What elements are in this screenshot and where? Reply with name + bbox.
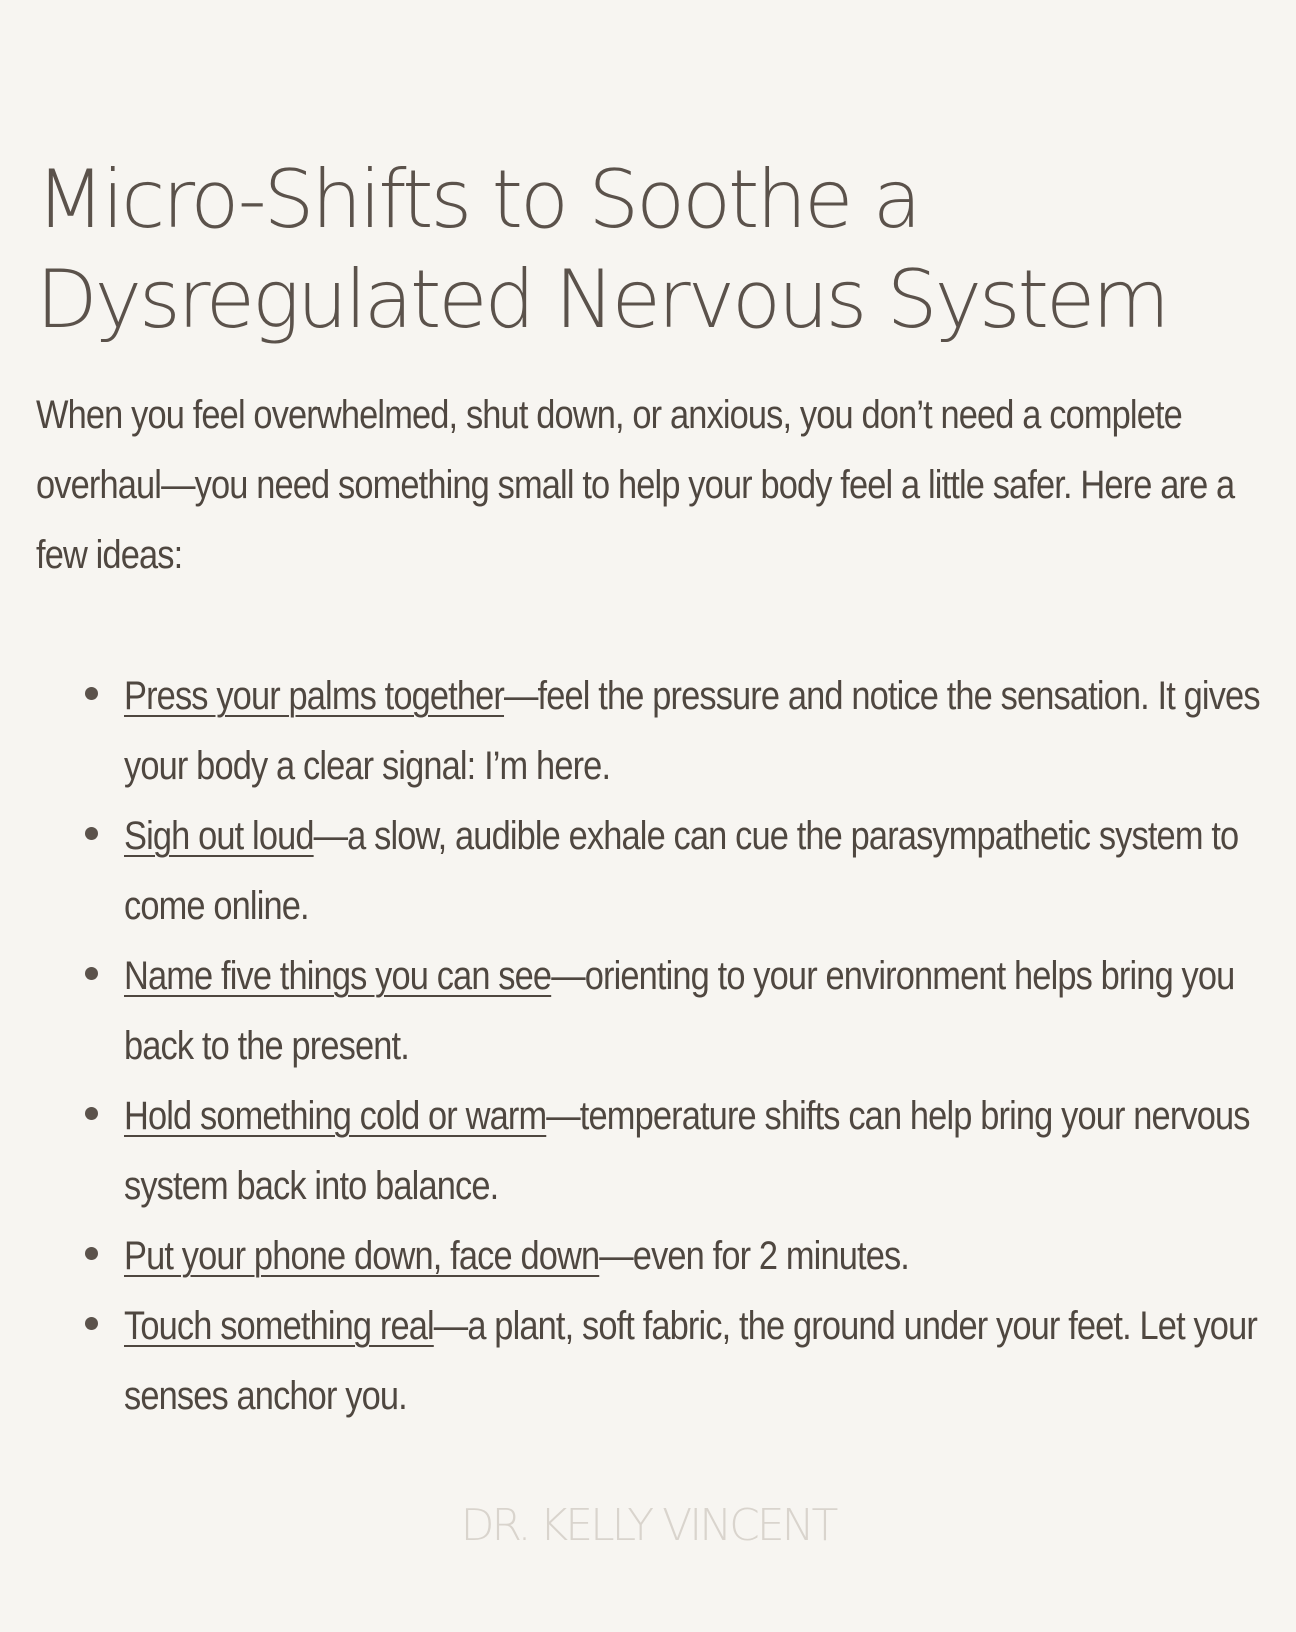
author-signature: DR. KELLY VINCENT	[460, 1500, 836, 1551]
tip-text	[124, 1291, 1296, 1431]
tip-lead: Touch something real	[124, 1304, 434, 1348]
tips-list	[0, 661, 1296, 1431]
tip-lead: Put your phone down, face down	[124, 1234, 600, 1278]
tip-text	[124, 1081, 1296, 1221]
tip-lead: Press your palms together	[124, 674, 505, 718]
bullet-dot-icon	[85, 1107, 98, 1120]
tip-rest: —orienting to your environment helps bring you back to the present.	[124, 954, 1235, 1068]
tip-text	[124, 661, 1296, 801]
tip-text	[124, 1221, 1296, 1291]
tip-rest: —feel the pressure and notice the sensation. It gives your body a clear signal: I’m here.	[124, 674, 1260, 788]
bullet-dot-icon	[85, 687, 98, 700]
tip-lead: Sigh out loud	[124, 814, 314, 858]
tip-rest: —a plant, soft fabric, the ground under your feet. Let your senses anchor you.	[124, 1304, 1257, 1418]
intro-paragraph: When you feel overwhelmed, shut down, or anxious, you don’t need a complete overhaul—you need something small to help your body feel a little safer. Here are a few ideas:	[36, 393, 1235, 577]
tip-text	[124, 801, 1296, 941]
tip-rest: —even for 2 minutes.	[599, 1234, 910, 1278]
list-item	[0, 661, 1296, 801]
bullet-dot-icon	[85, 967, 98, 980]
bullet-dot-icon	[85, 1247, 98, 1260]
title-line-2: Dysregulated Nervous System	[36, 253, 1168, 346]
list-item	[0, 801, 1296, 941]
tip-lead: Hold something cold or warm	[124, 1094, 547, 1138]
tip-rest: —temperature shifts can help bring your nervous system back into balance.	[124, 1094, 1250, 1208]
list-item	[0, 1081, 1296, 1221]
page-title	[36, 150, 1256, 350]
tip-text	[124, 941, 1296, 1081]
list-item	[0, 941, 1296, 1081]
list-item	[0, 1221, 1296, 1291]
title-line-1: Micro-Shifts to Soothe a	[36, 153, 919, 246]
tip-lead: Name five things you can see	[124, 954, 552, 998]
tip-rest: —a slow, audible exhale can cue the parasympathetic system to come online.	[124, 814, 1239, 928]
bullet-dot-icon	[85, 1317, 98, 1330]
list-item	[0, 1291, 1296, 1431]
bullet-dot-icon	[85, 827, 98, 840]
